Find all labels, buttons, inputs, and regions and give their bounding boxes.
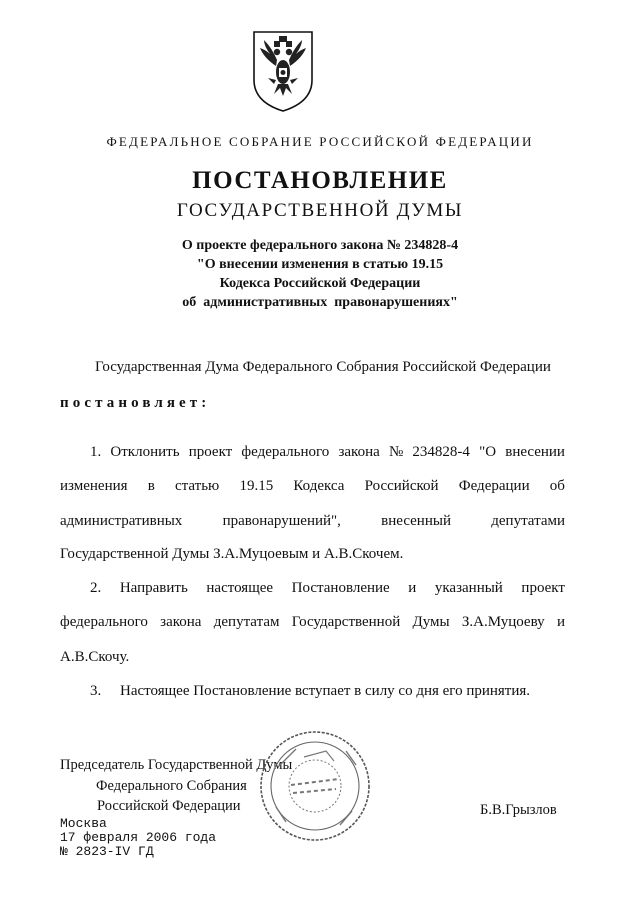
assembly-name: ФЕДЕРАЛЬНОЕ СОБРАНИЕ РОССИЙСКОЙ ФЕДЕРАЦИИ bbox=[106, 134, 534, 149]
footer-date: 17 февраля 2006 года bbox=[60, 830, 217, 845]
document-about bbox=[0, 236, 640, 312]
preamble: Государственная Дума Федерального Собрания Российской Федерации bbox=[95, 359, 551, 375]
signer-position-line: Российской Федерации bbox=[97, 798, 241, 814]
signer-name: Б.В.Грызлов bbox=[480, 802, 557, 818]
resolves-word: постановляет: bbox=[60, 395, 211, 411]
round-seal-icon bbox=[256, 727, 374, 845]
item3-line1: 3. Настоящее Постановление вступает в силу со дня его принятия. bbox=[90, 683, 531, 699]
coat-of-arms-emblem bbox=[250, 28, 316, 114]
about-line: О проекте федерального закона № 234828-4 bbox=[181, 238, 459, 253]
item1-line1: 1. Отклонить проект федерального закона № 234828-4 "О внесении bbox=[90, 444, 565, 460]
item1-line4: Государственной Думы З.А.Муцоевым и А.В.Скочем. bbox=[60, 546, 404, 562]
official-stamp bbox=[256, 727, 374, 845]
signer-position-line: Председатель Государственной Думы bbox=[60, 757, 293, 773]
document-title: ПОСТАНОВЛЕНИЕ bbox=[192, 167, 448, 194]
item2-line1: 2. Направить настоящее Постановление и указанный проект bbox=[90, 580, 565, 596]
about-line: Кодекса Российской Федерации bbox=[219, 276, 421, 291]
document-subtitle: ГОСУДАРСТВЕННОЙ ДУМЫ bbox=[176, 200, 464, 221]
signer-position-line: Федерального Собрания bbox=[96, 778, 247, 794]
item1-line3: административных правонарушений", внесенный депутатами bbox=[60, 513, 565, 529]
about-line: об административных правонарушениях" bbox=[182, 295, 458, 310]
item1-line2: изменения в статью 19.15 Кодекса Российской Федерации об bbox=[60, 478, 565, 494]
footer-number: № 2823-IV ГД bbox=[60, 844, 154, 859]
footer-city: Москва bbox=[60, 816, 107, 831]
item2-line2: федерального закона депутатам Государственной Думы З.А.Муцоеву и bbox=[60, 614, 565, 630]
coat-of-arms-icon bbox=[250, 28, 316, 114]
about-line: "О внесении изменения в статью 19.15 bbox=[196, 257, 444, 272]
item2-line3: А.В.Скочу. bbox=[60, 649, 130, 665]
